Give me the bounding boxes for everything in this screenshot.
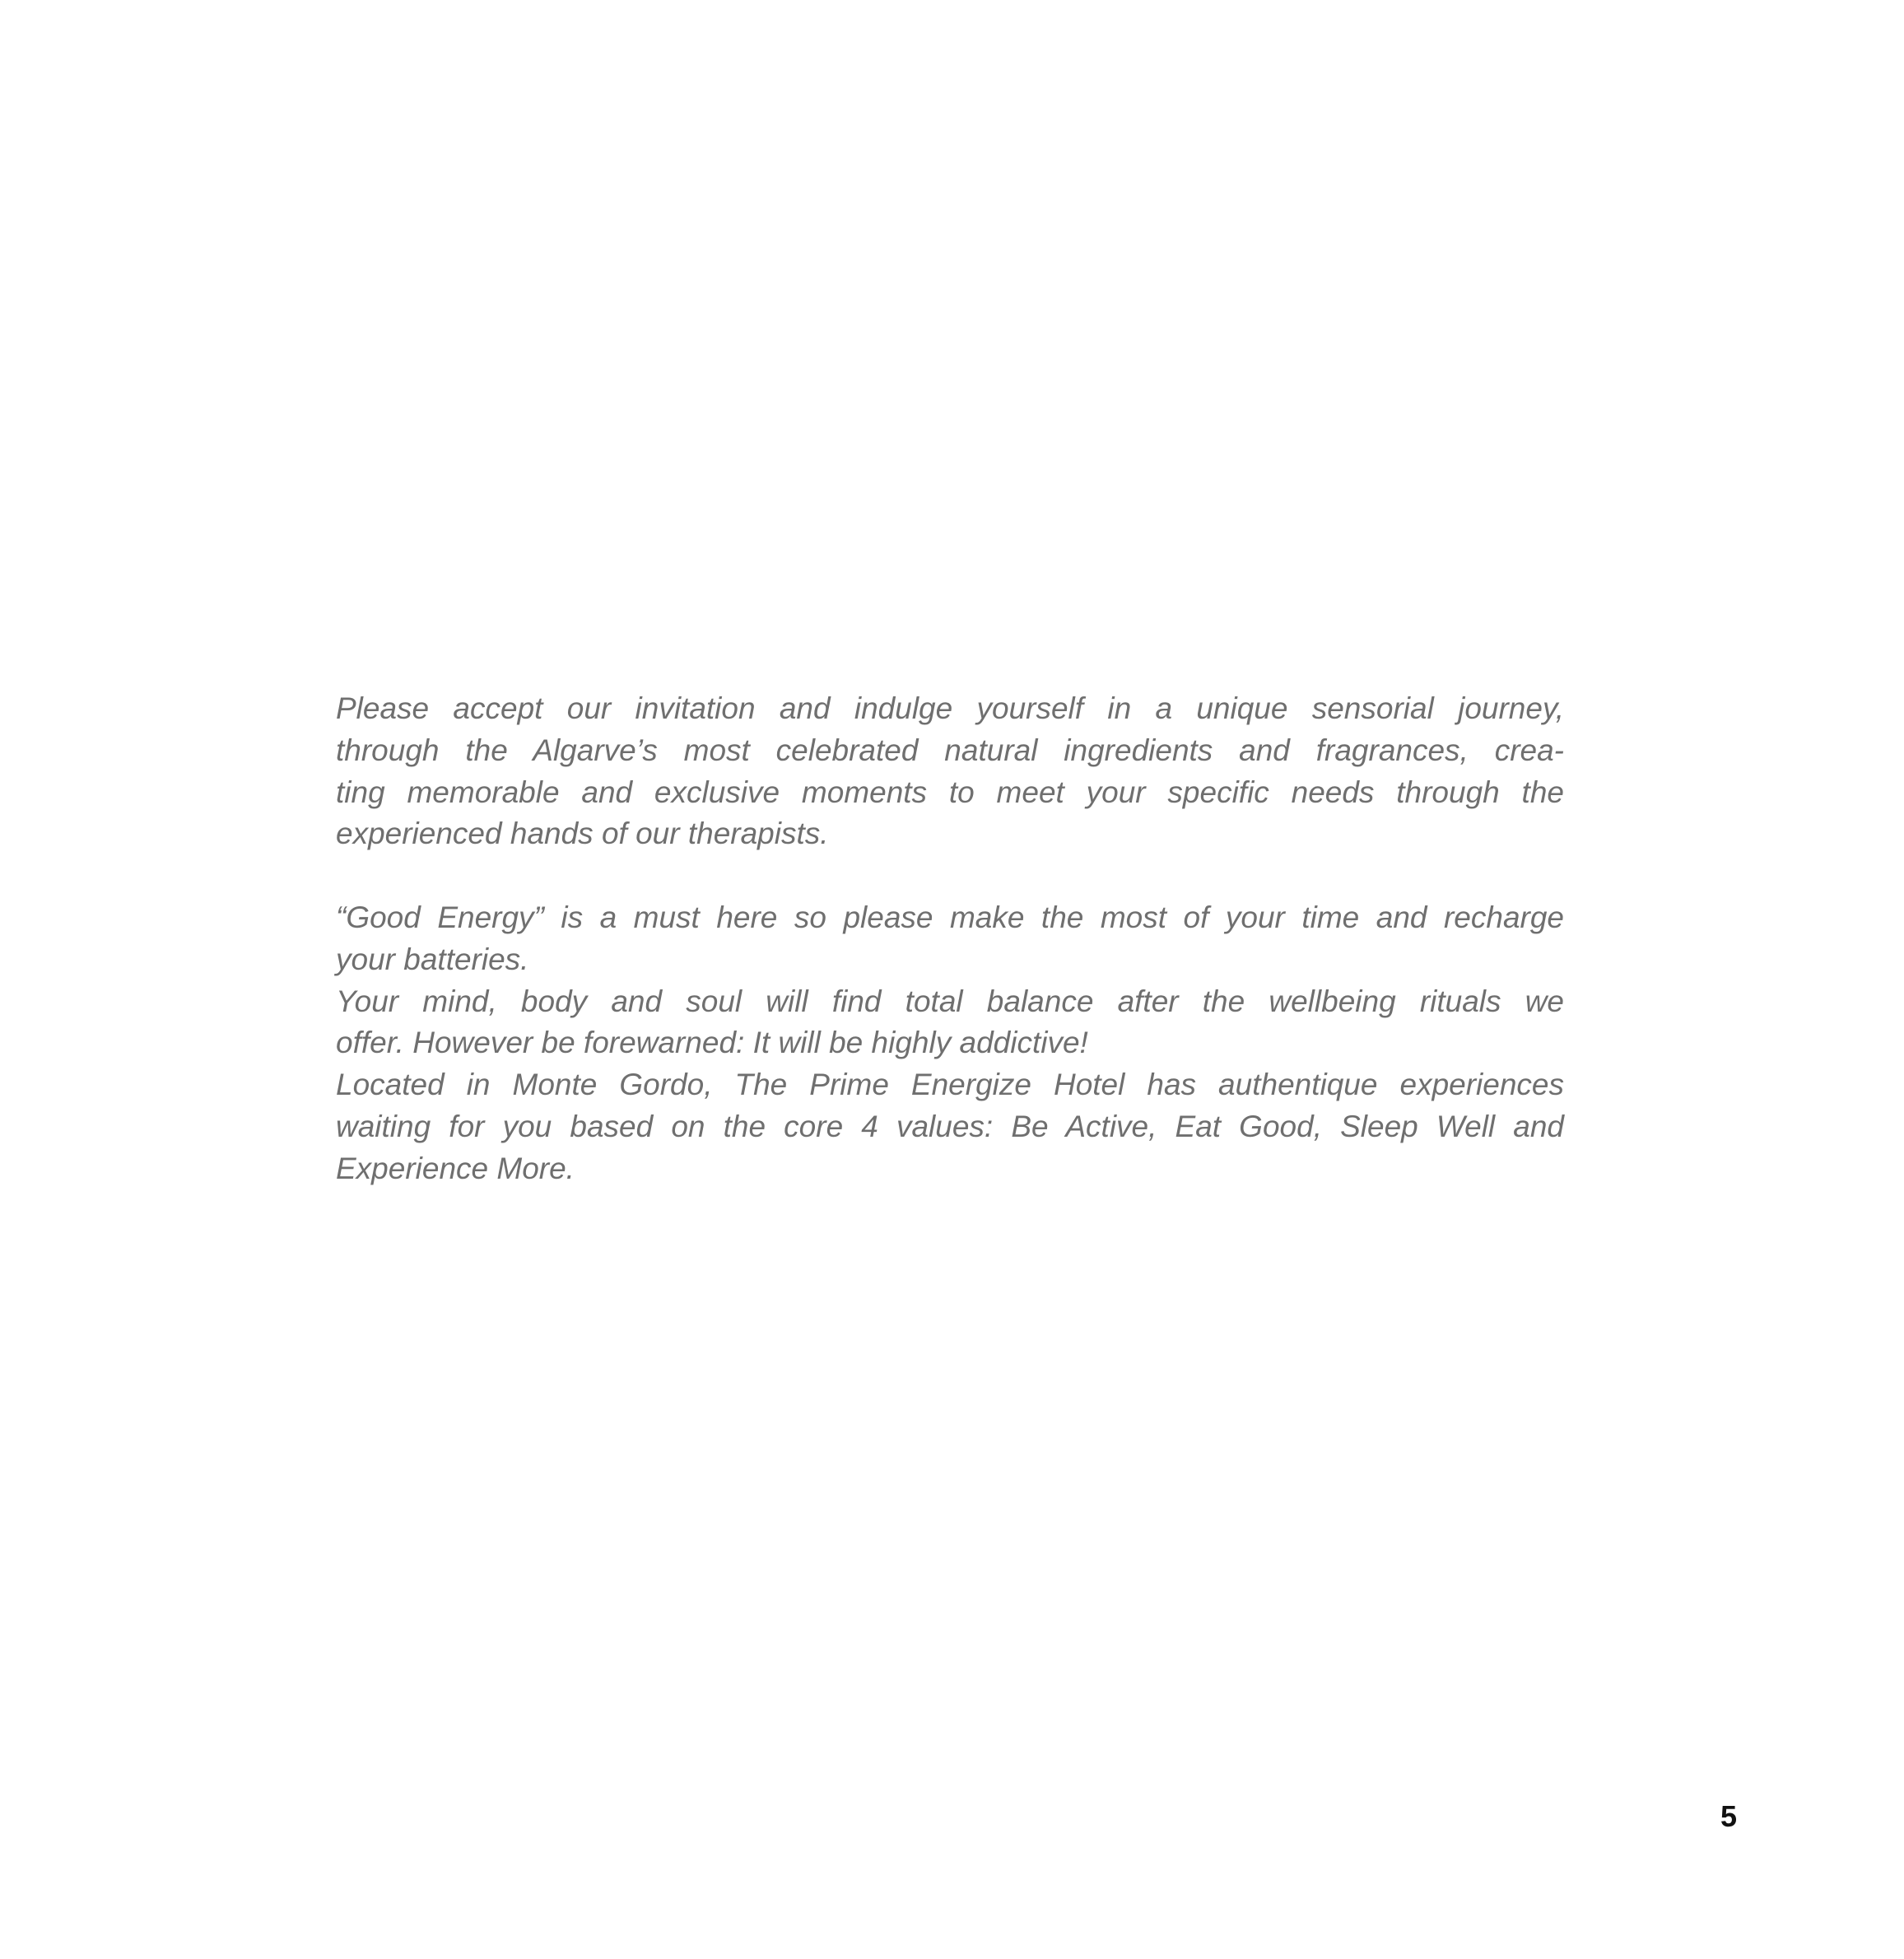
paragraph-gap (336, 855, 1564, 897)
text-line: Experience More. (336, 1151, 575, 1185)
text-line: experienced hands of our therapists. (336, 817, 829, 851)
page-number: 5 (1720, 1799, 1738, 1833)
text-line: Located in Monte Gordo, The Prime Energize Hotel has authentique experiences (336, 1068, 1564, 1102)
text-line: ting memorable and exclusive moments to meet your specific needs through the (336, 775, 1564, 809)
text-line: through the Algarve’s most celebrated natural ingredients and fragrances, crea- (336, 733, 1564, 767)
body-text (336, 688, 1564, 1190)
text-line: Your mind, body and soul will find total balance after the wellbeing rituals we (336, 984, 1564, 1018)
text-line: “Good Energy” is a must here so please make the most of your time and recharge (336, 900, 1564, 934)
text-line: your batteries. (336, 942, 529, 976)
text-line: Please accept our invitation and indulge yourself in a unique sensorial journey, (336, 691, 1564, 725)
text-line: offer. However be forewarned: It will be highly addictive! (336, 1026, 1088, 1060)
text-line: waiting for you based on the core 4 values: Be Active, Eat Good, Sleep Well and (336, 1109, 1564, 1143)
